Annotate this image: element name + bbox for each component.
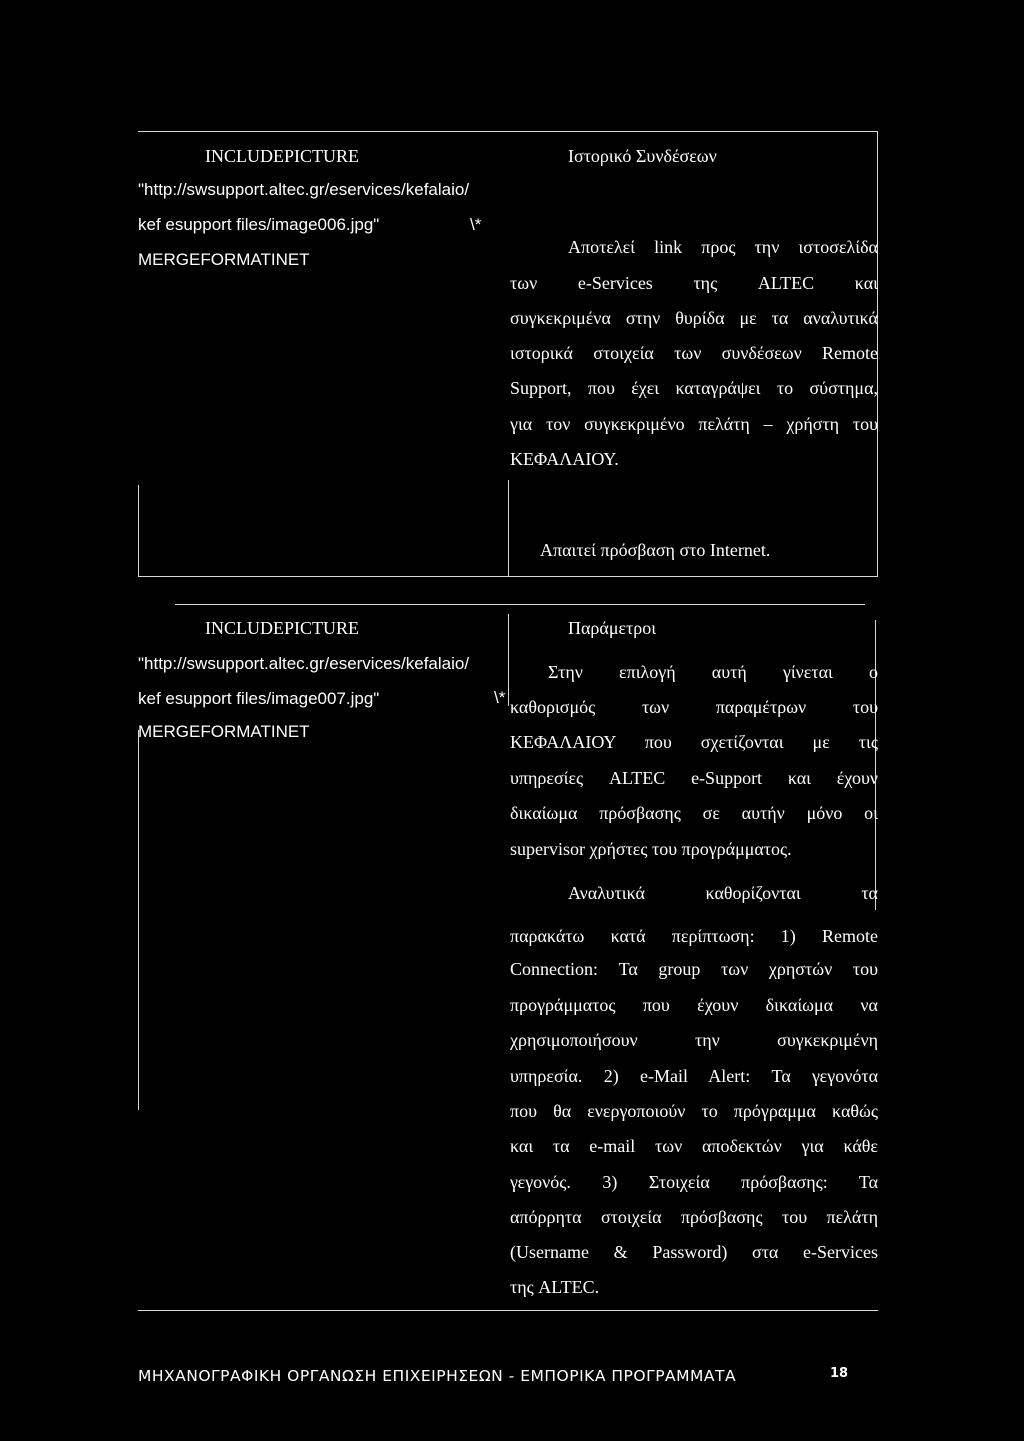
- table2-top-border: [175, 604, 865, 605]
- s1-note: Απαιτεί πρόσβαση στο Internet.: [540, 540, 771, 560]
- s2-include-field: INCLUDEPICTURE: [205, 618, 359, 638]
- s2-para2-line: χρησιμοποιήσουν την συγκεκριμένη: [510, 1030, 878, 1050]
- table1-middle-border: [508, 480, 509, 577]
- s1-body-line: ιστορικά στοιχεία των συνδέσεων Remote: [510, 343, 878, 363]
- table2-middle-border: [508, 614, 509, 706]
- s2-para2-line: γεγονός. 3) Στοιχεία πρόσβασης: Τα: [510, 1172, 878, 1192]
- table1-left-border: [138, 485, 139, 577]
- s1-include-url: "http://swsupport.altec.gr/eservices/kefalaio/: [138, 180, 470, 199]
- s2-title: Παράμετροι: [568, 618, 657, 638]
- s2-para1-line: υπηρεσίες ALTEC e-Support και έχουν: [510, 768, 878, 788]
- s2-para1-line: Στην επιλογή αυτή γίνεται ο: [548, 662, 878, 682]
- s2-para2-line: που θα ενεργοποιούν το πρόγραμμα καθώς: [510, 1101, 878, 1121]
- s2-para2-line: Connection: Τα group των χρηστών του: [510, 959, 878, 979]
- page-number: 18: [830, 1366, 849, 1381]
- s2-para2-line: της ALTEC.: [510, 1277, 600, 1297]
- table2-bottom-border: [138, 1310, 878, 1311]
- s1-body-line: ΚΕΦΑΛΑΙΟΥ.: [510, 449, 619, 469]
- table1-top-border: [138, 131, 878, 132]
- s1-include-file: kef esupport files/image006.jpg": [138, 215, 380, 234]
- s2-para2-line: (Username & Password) στα e-Services: [510, 1242, 878, 1262]
- s2-para2-line: απόρρητα στοιχεία πρόσβασης του πελάτη: [510, 1207, 878, 1227]
- s1-merge-format: MERGEFORMATINET: [138, 250, 310, 269]
- s1-body-line: Αποτελεί link προς την ιστοσελίδα: [568, 237, 878, 257]
- s2-para1-line: δικαίωμα πρόσβασης σε αυτήν μόνο οι: [510, 803, 878, 823]
- s2-para2-line: Αναλυτικά καθορίζονται τα: [568, 883, 878, 903]
- s2-para2-line: υπηρεσία. 2) e-Mail Alert: Τα γεγονότα: [510, 1066, 878, 1086]
- s1-body-line: συγκεκριμένα στην θυρίδα με τα αναλυτικά: [510, 308, 878, 328]
- s1-body-line: των e-Services της ALTEC και: [510, 273, 878, 293]
- table1-bottom-border: [138, 576, 878, 577]
- s2-include-file: kef esupport files/image007.jpg": [138, 689, 380, 708]
- s1-title: Ιστορικό Συνδέσεων: [568, 146, 717, 166]
- s2-field-switch: \*: [494, 688, 506, 707]
- s2-include-url: "http://swsupport.altec.gr/eservices/kefalaio/: [138, 654, 470, 673]
- s1-body-line: Support, που έχει καταγράψει το σύστημα,: [510, 378, 878, 398]
- s1-field-switch: \*: [470, 215, 482, 234]
- s1-body-line: για τον συγκεκριμένο πελάτη – χρήστη του: [510, 414, 878, 434]
- s2-para2-line: παρακάτω κατά περίπτωση: 1) Remote: [510, 926, 878, 946]
- s2-merge-format: MERGEFORMATINET: [138, 722, 310, 741]
- s2-para1-line: ΚΕΦΑΛΑΙΟΥ που σχετίζονται με τις: [510, 732, 878, 752]
- table2-left-border: [138, 730, 139, 1110]
- page-footer: ΜΗΧΑΝΟΓΡΑΦΙΚΗ ΟΡΓΑΝΩΣΗ ΕΠΙΧΕΙΡΗΣΕΩΝ - ΕΜΠΟΡΙΚΑ ΠΡΟΓΡΑΜΜΑΤΑ: [138, 1367, 737, 1385]
- s2-para2-line: προγράμματος που έχουν δικαίωμα να: [510, 995, 878, 1015]
- s2-para1-line: καθορισμός των παραμέτρων του: [510, 697, 878, 717]
- s2-para1-line: supervisor χρήστες του προγράμματος.: [510, 839, 792, 859]
- s2-para2-line: και τα e-mail των αποδεκτών για κάθε: [510, 1136, 878, 1156]
- s1-include-field: INCLUDEPICTURE: [205, 146, 359, 166]
